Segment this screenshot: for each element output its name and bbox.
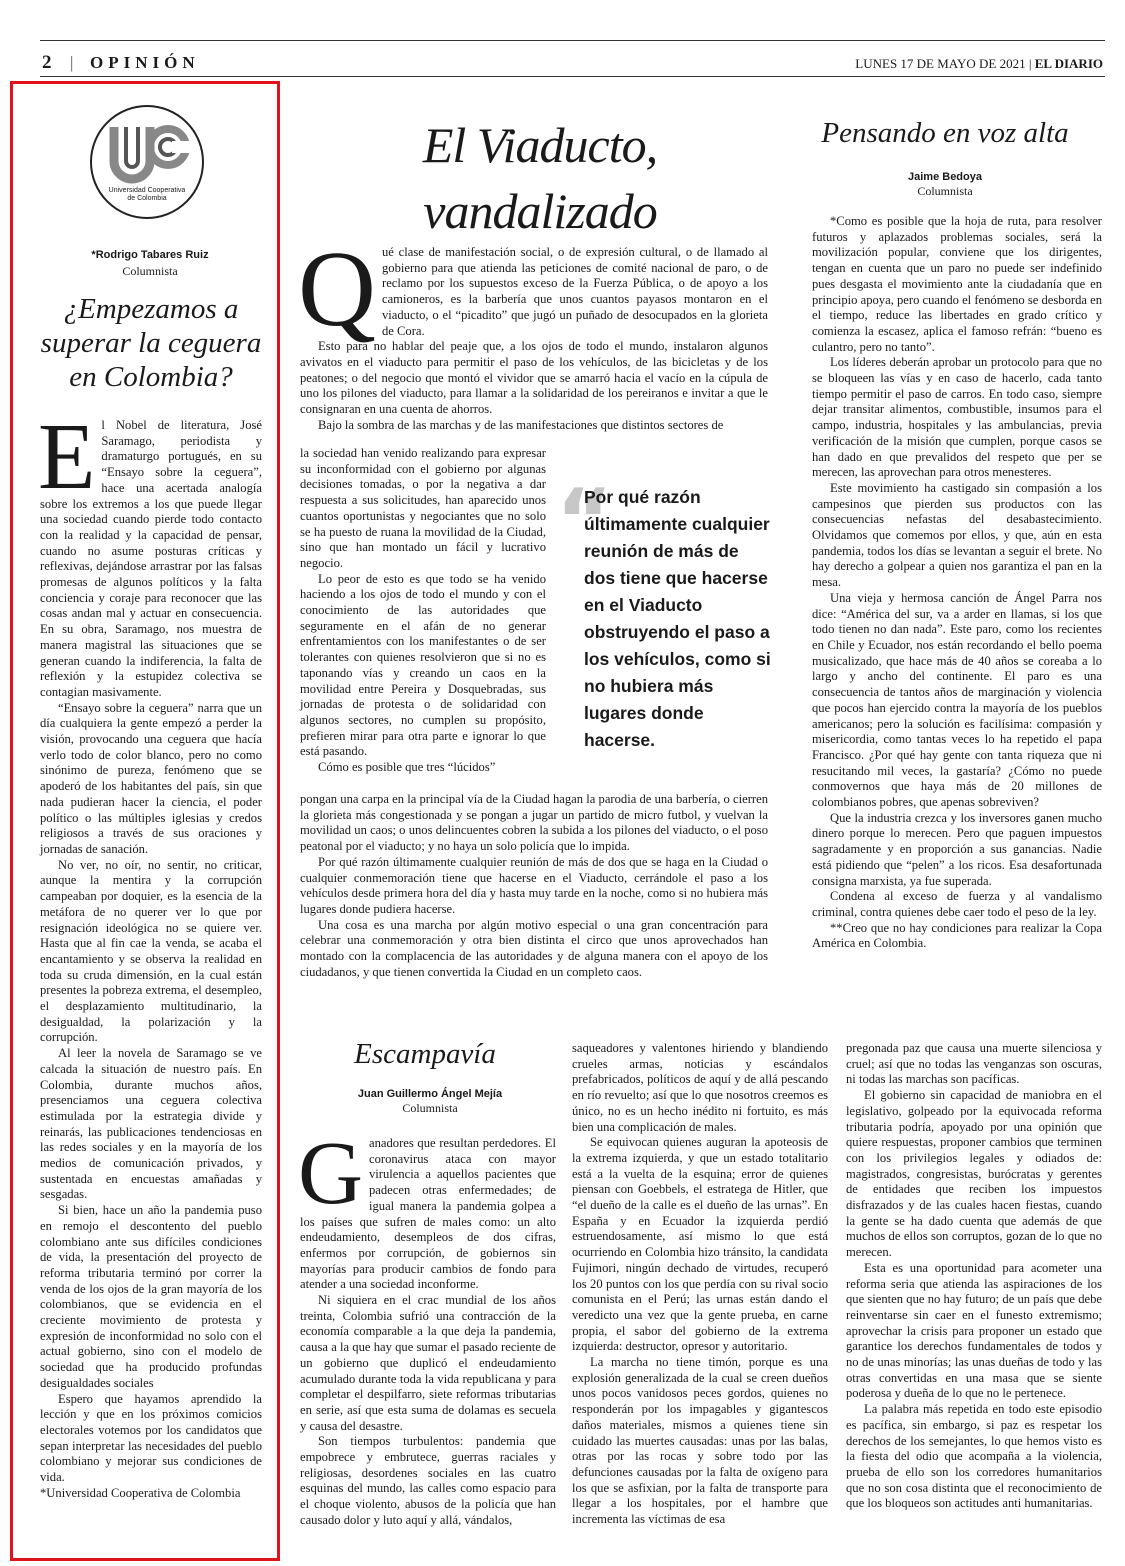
- header-separator: |: [70, 53, 74, 72]
- right-paragraph-7: **Creo que no hay condiciones para realizar la Copa América en Colombia.: [812, 920, 1102, 951]
- bottom-col1-paragraph-2: Ni siquiera en el crac mundial de los años treinta, Colombia sufrió una contracción de la economía comparable a la que deja la pandemia, causa a la que hay que sumar el pasado reciente de un gobierno que duplicó el endeudamiento acumulado durante toda la vida republicana y para completar el despilfarro, siete reformas tributarias en serie, así que esta suma de dolamas es secuela y causa del desastre.: [300, 1293, 556, 1433]
- right-paragraph-4: Una vieja y hermosa canción de Ángel Parra nos dice: “América del sur, va a arder en llamas, si los que todo tienen no dan nada”. Este paro, como los recientes en Chile y Ecuador, nos están recordando el bello poema musicalizado, que hace más de 40 años se coreaba a lo largo y ancho del continente. El paro es una consecuencia de tantos años de marginación y violencia que pocos han ejercido contra la mayoría de los pueblos americanos; pero la solución es facilísima: compasión y misericordia, como tantas veces lo ha repetido el papa Francisco. ¿Por qué hay gente con tanta riqueza que ni resucitando mil veces, la gastaría? ¿Cómo no puede conmovernos que haya más de 20 millones de colombianos pobres, que apenas sobreviven?: [812, 590, 1102, 810]
- right-paragraph-3: Este movimiento ha castigado sin compasión a los campesinos que pierden sus productos con las consecuencias nefastas del desabastecimiento. Olvidamos que comemos por ellos, y que, aún en esta pandemia, todos los días se levantan a seguir el brete. No hay derecho a golpear a quien nos garantiza el pan en la mesa.: [812, 480, 1102, 590]
- university-logo: [88, 103, 206, 221]
- dateline: [855, 56, 1103, 72]
- quote-icon: “: [556, 471, 613, 571]
- center-paragraph-5-start: Cómo es posible que tres “lúcidos”: [318, 760, 496, 775]
- left-title-line-3: en Colombia?: [69, 361, 233, 393]
- bottom-col1-paragraph-3: Son tiempos turbulentos: pandemia que empobrece y embrutece, guerras raciales y religiosas, desordenes sociales en las cuatro esquinas del mundo, las calles como espacio para el choque violento, abusos de la policía que han causado dolor y luto aquí y allá, vándalos,: [300, 1434, 556, 1527]
- center-title-line-1: El Viaducto,: [422, 117, 658, 173]
- date-text: LUNES 17 DE MAYO DE 2021 |: [855, 56, 1032, 71]
- center-paragraph-3-cont: la sociedad han venido realizando para expresar su inconformidad con el gobierno por algunas decisiones tomadas, o por la negativa a dar respuesta a sus solicitudes, han aparecido unos cuantos oportunistas y negociantes que no solo se ha puesto de ruana la movilidad de la Ciudad, sino que han montado un fácil y lucrativo negocio.: [300, 446, 546, 570]
- center-paragraph-3-start: Bajo la sombra de las marchas y de las manifestaciones que distintos sectores de: [318, 417, 724, 432]
- right-paragraph-6: Condena al exceso de fuerza y al vandalismo criminal, contra quienes debe caer todo el peso de la ley.: [812, 889, 1102, 919]
- left-drop-cap: E: [38, 405, 96, 509]
- center-paragraph-1: Qué clase de manifestación social, o de expresión cultural, o de llamado al gobierno para que atienda las peticiones de comité nacional de paro, o de reclamo por los supuestos exceso de la Fuerza Pública, o de apoyo a los camioneros, es la barbería que unos cuantos payasos montaron en el viaducto, o el “picadito” que jugó un puñado de desocupados en la glorieta de Cora.: [298, 230, 768, 349]
- center-paragraph-6: Por qué razón últimamente cualquier reunión de más de dos que se haga en la Ciudad o cualquier conmemoración tiene que hacerse en el Viaducto, cerrándole el paso a los vehículos desde primera hora del día y hasta muy tarde en la noche, como si no hubiera más lugares donde pudiera hacerse.: [300, 854, 768, 916]
- right-author-role: Columnista: [917, 184, 973, 198]
- bottom-col3-paragraph-2: El gobierno sin capacidad de maniobra en el legislativo, golpeado por la equivocada reforma tributaria podría, apoyado por una opinión que quiere respuestas, proponer cambios que terminen con los privilegios legales y odiados de: magistrados, congresistas, burócratas y gerentes de entidades que reciben los impuestos disfrazados y de las cuales hacen fiestas, cuando la gente se ha dado cuenta que además de que muchos de ellos son corruptos, gozan de lo que no merecen.: [846, 1088, 1102, 1260]
- bottom-author: Juan Guillermo Ángel Mejía: [357, 1088, 503, 1100]
- newspaper-name: EL DIARIO: [1034, 56, 1103, 71]
- center-paragraph-5-cont: pongan una carpa en la principal vía de la Ciudad hagan la parodia de una barbería, o cierren la glorieta más congestionada y se pongan a jugar un partido de micro futbol, y vuelvan la movilidad un caos; o unos delincuentes cobren la subida a los pilones del viaducto, o el poso peatonal por el viaducto; y no haya un solo policía que lo impida.: [300, 792, 768, 854]
- bottom-drop-cap: G: [298, 1124, 363, 1223]
- logo-line-1: Universidad Cooperativa: [108, 187, 186, 194]
- bottom-column-1: [298, 1124, 556, 1529]
- right-paragraph-2: Los líderes deberán aprobar un protocolo para que no se bloqueen las vías y en caso de hacerlo, cada tanto tiempo permitir el paso de carros. En todo caso, siempre dejar transitar alimentos, combustible, insumos para el campo, industria, hospitales y las ambulancias, previa verificación de la misión que cumplen, porque casos se han dado en que prevalidos del respeto que per se merecen, las aprovechan para otros menesteres.: [812, 355, 1102, 480]
- bottom-col2-paragraph-3: La marcha no tiene timón, porque es una explosión generalizada de la cual se creen dueños unos pocos vanidosos peces gordos, quienes no responderán por los impagables y gigantescos daños materiales, mismos a quienes tiene sin cuidado las muertes causadas: unas por las balas, otras por las rocas y sobre todo por las defunciones causadas por la falta de oxígeno para los que se asfixian, por la falta de transporte para llegar a los hospitales, por el hambre que incrementa las víctimas de esa: [572, 1355, 828, 1527]
- bottom-column-3: [846, 1041, 1102, 1512]
- pull-quote: Por qué razón últimamente cualquier reunión de más de dos tiene que hacerse en el Viaducto obstruyendo el paso a los vehículos, como si no hubiera más lugares donde hacerse.: [584, 487, 771, 750]
- center-article-body-top: [298, 230, 768, 433]
- page-number: 2: [42, 52, 52, 73]
- left-title-line-2: superar la ceguera: [40, 327, 262, 359]
- logo-caption: [104, 187, 190, 203]
- bottom-author-role: Columnista: [402, 1101, 458, 1115]
- center-paragraph-2: Esto para no hablar del peaje que, a los ojos de todo el mundo, instalaron algunos avivatos en el viaducto para permitir el paso de los vehículos, de las bicicletas y de los peatones; o del negocio que montó el vividor que se amarró hacia el vacío en la cúpula de uno los pilones del viaducto, para llamar a la solidaridad de los pereiranos e invitar a que le consignaran en una cuenta de ahorros.: [300, 339, 768, 417]
- left-footnote: *Universidad Cooperativa de Colombia: [40, 1485, 241, 1500]
- left-article-body: [38, 405, 262, 1502]
- right-author: Jaime Bedoya: [908, 171, 982, 183]
- bottom-article-title: Escampavía: [354, 1038, 496, 1070]
- center-article-body-narrow: [300, 446, 546, 776]
- bottom-col3-paragraph-3: Esta es una oportunidad para acometer una reforma seria que atienda las aspiraciones de los que sienten que no hay futuro; de un país que debe reinventarse sin caer en el funesto extremismo; aprovechar la crisis para proponer un estado que garantice los derechos fundamentales de todos y no de unas minorías; las unas dueñas de todo y las otras convertidas en una masa que se siente poderosa y dueña de lo que no le pertenece.: [846, 1260, 1102, 1401]
- left-author: *Rodrigo Tabares Ruiz: [91, 249, 209, 261]
- bottom-col2-paragraph-1: saqueadores y valentones hiriendo y blandiendo crueles armas, noticias y escándalos prefabricados, políticos de aquí y de allá pescando en río revuelto; así que lo que nosotros creemos es único, no es un hecho inédito ni fortuito, es más bien una complicación de males.: [572, 1041, 828, 1134]
- left-author-role: Columnista: [122, 264, 178, 278]
- bottom-column-2: [572, 1041, 828, 1528]
- right-paragraph-5: Que la industria crezca y los inversores ganen mucho dinero porque lo merecen. Pero que paguen impuestos sagradamente y en proporción a sus ganancias. Nadie está pidiendo que “pelen” a los ricos. Esa desafortunada consigna marxista, ya fue superada.: [812, 810, 1102, 888]
- right-paragraph-1: *Como es posible que la hoja de ruta, para resolver futuros y aplazados problemas sociales, será la movilización popular, conviene que los dirigentes, tengan en cuenta que un paro no puede ser indefinido pues desgasta el movimiento ante la ciudadanía que en principio apoya, pero cuando el fenómeno se desborda en el tiempo, reduce las libertades en grado crítico y comienza la escasez, aplica el famoso refrán: “bueno es culantro, pero no tanto”.: [812, 214, 1102, 354]
- bottom-col2-paragraph-2: Se equivocan quienes auguran la apoteosis de la extrema izquierda, y que un estado totalitario está a la vuelta de la esquina; error de quienes piensan con Goebbels, el estratega de Hitler, que “el dueño de la calle es el dueño de las urnas”. En España y en Ecuador la izquierda perdió estruendosamente, así mismo lo que está ocurriendo en Colombia hizo tránsito, la candidata Fujimori, ningún dechado de virtudes, recuperó los 20 puntos con los que perdía con su rival socio comunista en el Perú; las urnas están dando el veredicto una vez que la gente prueba, en carne propia, el sabor del gobierno de la extrema izquierda: destructor, opresor y autoritario.: [572, 1135, 828, 1354]
- left-paragraph-2: “Ensayo sobre la ceguera” narra que un día cualquiera la gente empezó a perder la visión, provocando una ceguera que hacía verlo todo de color blanco, pero no como sinónimo de pureza, fenómeno que se apoderó de los habitantes del país, sin que nada pudieran hacer la ciencia, el poder político o las múltiples iglesias y credos religiosos a través de sus oraciones y jornadas de sanación.: [40, 700, 262, 856]
- left-paragraph-6: Espero que hayamos aprendido la lección y que en los próximos comicios electorales votemos por los candidatos que sepan interpretar las necesidades del pueblo colombiano y mejorar sus condiciones de vida.: [40, 1391, 262, 1485]
- left-paragraph-3: No ver, no oír, no sentir, no criticar, aunque la mentira y la corrupción campeaban por doquier, es la esencia de la metáfora de no querer ver lo que por resignación ideológica no se quiere ver. Hasta que al fin cae la venda, se acaba el encantamiento y se observa la realidad en toda su cruda dimensión, en la cual están presentes la pobreza extrema, el desempleo, el desplazamiento multitudinario, la desigualdad, la polarización y la corrupción.: [40, 857, 262, 1045]
- bottom-col1-paragraph-1: Ganadores que resultan perdedores. El coronavirus ataca con mayor virulencia a aquellos pacientes que padecen otras enfermedades; de igual manera la pandemia golpea a los países que sufren de males como: un alto endeudamiento, desempleos de dos cifras, enfermos por corrupción, de gobiernos sin mayorías para producir cambios de fondo para atender a una sociedad inconforme.: [298, 1124, 556, 1292]
- center-paragraph-7: Una cosa es una marcha por algún motivo especial o una gran concentración para celebrar una conmemoración y otra bien distinta el circo que unos aprovechados han montado con la complacencia de las autoridades y de alguna manera con el apoyo de los ciudadanos, y que tienen convertida la Ciudad en un completo caos.: [300, 917, 768, 979]
- logo-line-2: de Colombia: [127, 195, 167, 202]
- university-logo-icon: [88, 103, 206, 221]
- bottom-col3-paragraph-4: La palabra más repetida en todo este episodio es pacífica, sin embargo, si paz es respetar los derechos de los semejantes, lo que hemos visto es la fiesta del odio que acompaña a la violencia, prueba de ello son los corredores humanitarios que no son cosa distinta que el reconocimiento de que los bloqueos son actitudes anti humanitarias.: [846, 1402, 1102, 1511]
- right-article-title: Pensando en voz alta: [821, 117, 1069, 149]
- right-article-body: [812, 214, 1102, 952]
- center-title-line-2: vandalizado: [423, 183, 657, 239]
- center-drop-cap: Q: [298, 230, 376, 349]
- header-bottom-rule: [40, 76, 1105, 77]
- left-paragraph-5: Si bien, hace un año la pandemia puso en remojo el descontento del pueblo colombiano ante sus difíciles condiciones de vida, la presentación del proyecto de reforma tributaria terminó por correr la venda de los ojos de la gran mayoría de los colombianos, que se evidencia en el creciente movimiento de protesta y expresión de inconformidad no solo con el actual gobierno, sino con el modelo de sociedad que ha producido profundas desigualdades sociales: [40, 1203, 262, 1390]
- section-name: OPINIÓN: [90, 53, 200, 72]
- center-article-title: [350, 112, 730, 244]
- left-paragraph-4: Al leer la novela de Saramago se ve calcada la situación de nuestro país. En Colombia, durante muchos años, presenciamos una ceguera colectiva estimulada por la estrategia divide y reinarás, las publicaciones tendenciosas en las redes sociales y en la mayoría de los medios de comunicación privados, y sustentada en encuestas amañadas y sesgadas.: [40, 1046, 262, 1202]
- center-paragraph-4: Lo peor de esto es que todo se ha venido haciendo a los ojos de todo el mundo y con el conocimiento de las autoridades que seguramente en el afán de no generar enfrentamientos con los manifestantes o de ser tolerantes con quienes resolvieron que si no es taponando vías y creando un caos en la movilidad entre Pereira y Dosquebradas, sus jornadas de protesta o de solidaridad con algunos sectores, no cumplen su propósito, prefieren mirar para otra parte e ignorar lo que está pasando.: [300, 571, 546, 759]
- bottom-col3-paragraph-1: pregonada paz que causa una muerte silenciosa y cruel; así que no todas las venganzas son oscuras, ni todas las marchas son pacíficas.: [846, 1041, 1102, 1087]
- top-rule: [40, 40, 1105, 41]
- left-title-line-1: ¿Empezamos a: [63, 293, 239, 325]
- left-article-title: [26, 292, 276, 394]
- left-paragraph-1: El Nobel de literatura, José Saramago, periodista y dramaturgo portugués, en su “Ensayo sobre la ceguera”, hace una acertada analogía sobre los extremos a los que puede llegar una sociedad cuando pierde todo contacto con la realidad y la capacidad de pensar, cuando no asume posturas críticas y reflexivas, dejándose arrastrar por las falsas promesas de algunos políticos y la falta conciencia y coraje para reconocer que las cosas andan mal y actuar en consecuencia. En su obra, Saramago, nos muestra de manera magistral las situaciones que se generan cuando la indiferencia, la falta de reflexión y la estupidez colectiva se contagian masivamente.: [38, 405, 262, 699]
- center-article-body-bottom: [300, 792, 768, 980]
